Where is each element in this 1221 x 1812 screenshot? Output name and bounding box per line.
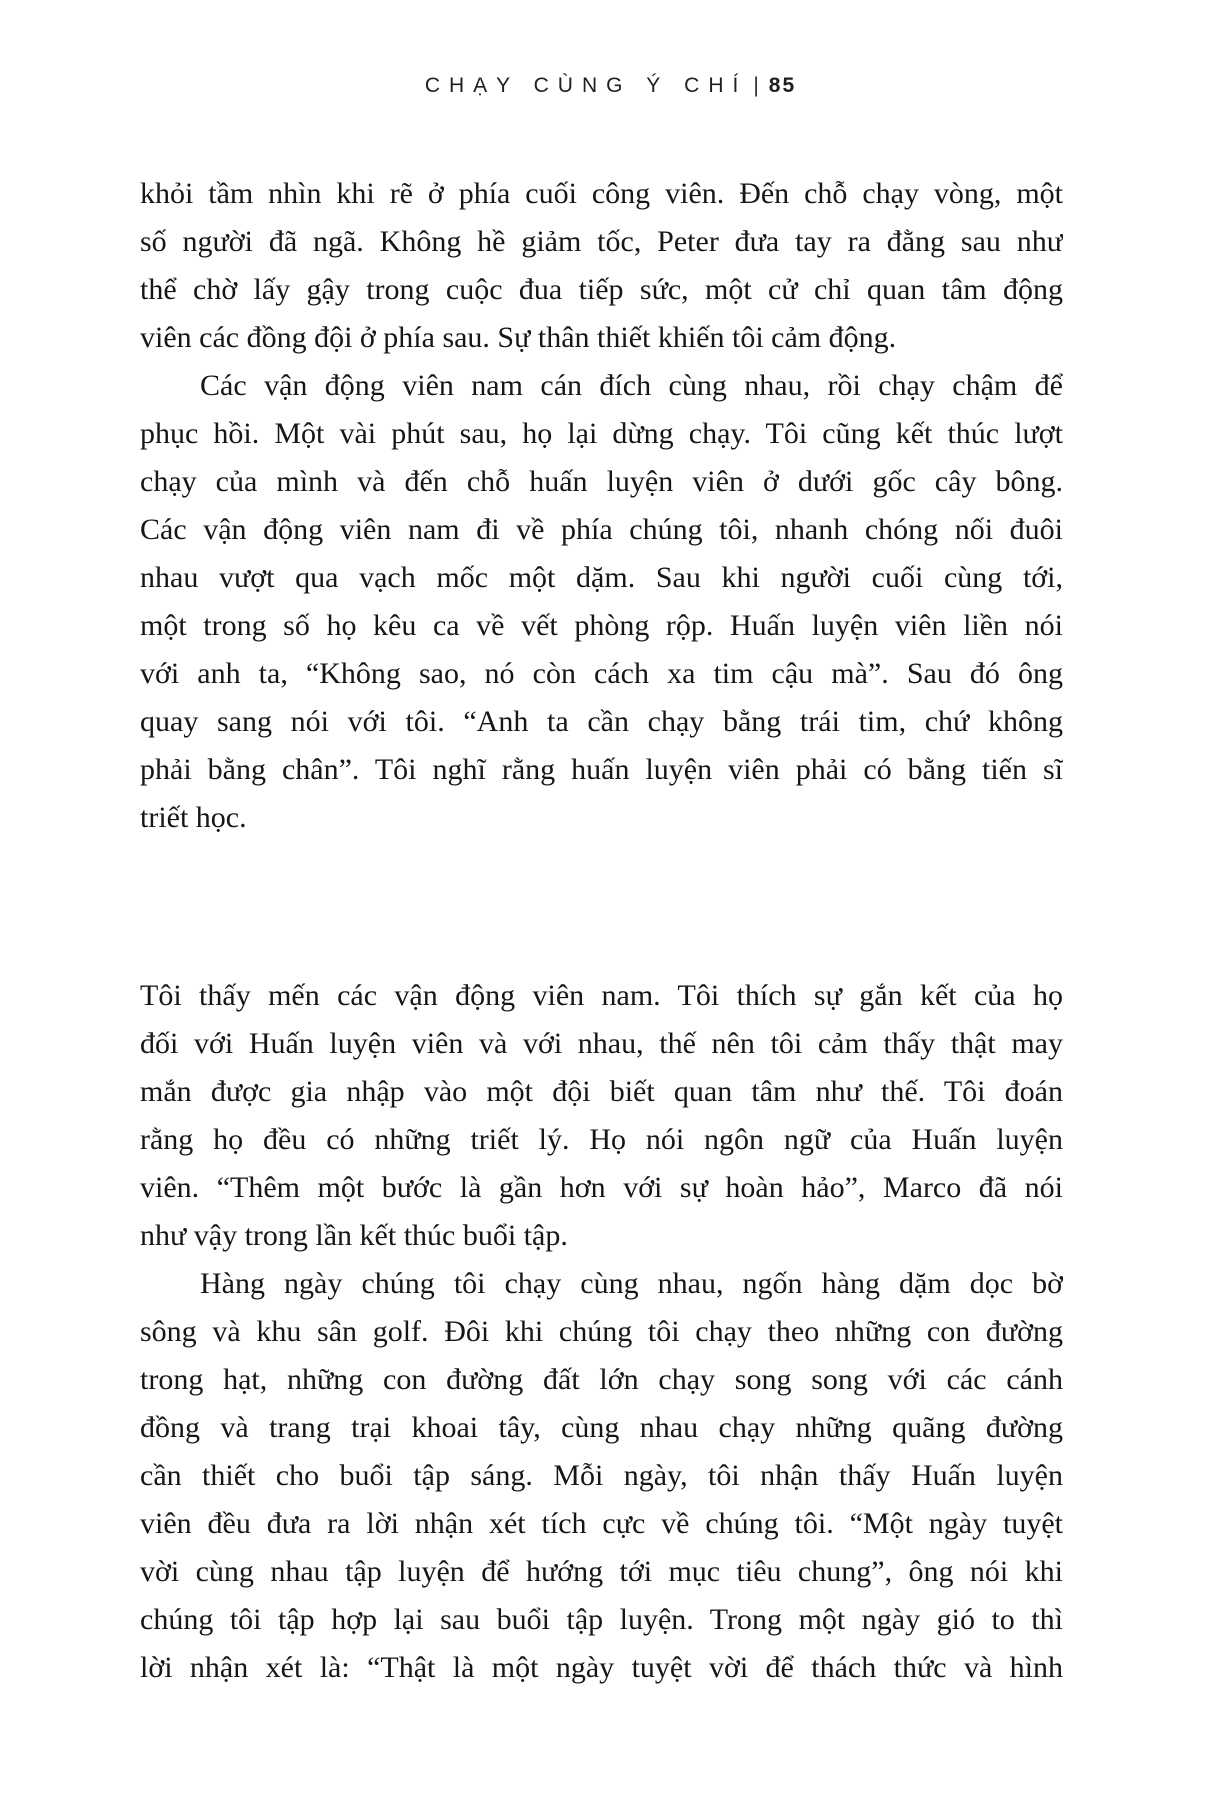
page-number: 85 (768, 74, 797, 97)
paragraph (140, 362, 1063, 842)
text-line: viên đều đưa ra lời nhận xét tích cực về chúng tôi. “Một ngày tuyệt (140, 1507, 1063, 1540)
text-line: phục hồi. Một vài phút sau, họ lại dừng chạy. Tôi cũng kết thúc lượt (140, 417, 1063, 450)
text-line: Các vận động viên nam cán đích cùng nhau, rồi chạy chậm để (200, 369, 1063, 402)
text-line: triết học. (140, 801, 247, 834)
text-line: chúng tôi tập hợp lại sau buổi tập luyện. Trong một ngày gió to thì (140, 1603, 1063, 1636)
text-line: viên. “Thêm một bước là gần hơn với sự hoàn hảo”, Marco đã nói (140, 1171, 1063, 1204)
text-line: cần thiết cho buổi tập sáng. Mỗi ngày, tôi nhận thấy Huấn luyện (140, 1459, 1063, 1492)
running-header (0, 74, 1221, 98)
text-line: mắn được gia nhập vào một đội biết quan tâm như thế. Tôi đoán (140, 1075, 1063, 1108)
text-line: với anh ta, “Không sao, nó còn cách xa tim cậu mà”. Sau đó ông (140, 657, 1063, 690)
text-line: nhau vượt qua vạch mốc một dặm. Sau khi người cuối cùng tới, (140, 561, 1063, 594)
text-line: phải bằng chân”. Tôi nghĩ rằng huấn luyện viên phải có bằng tiến sĩ (140, 753, 1063, 786)
text-line: Hàng ngày chúng tôi chạy cùng nhau, ngốn hàng dặm dọc bờ (200, 1267, 1063, 1300)
paragraph (140, 170, 1063, 362)
text-line: vời cùng nhau tập luyện để hướng tới mục tiêu chung”, ông nói khi (140, 1555, 1063, 1588)
header-separator: | (753, 74, 759, 97)
text-line: số người đã ngã. Không hề giảm tốc, Peter đưa tay ra đằng sau như (140, 225, 1063, 258)
chapter-title: CHẠY CÙNG Ý CHÍ (424, 74, 748, 97)
body-text (140, 170, 1063, 1692)
paragraph (140, 1260, 1063, 1692)
paragraph (140, 972, 1063, 1260)
text-line: đối với Huấn luyện viên và với nhau, thế nên tôi cảm thấy thật may (140, 1027, 1063, 1060)
text-line: sông và khu sân golf. Đôi khi chúng tôi chạy theo những con đường (140, 1315, 1063, 1348)
text-line: một trong số họ kêu ca về vết phòng rộp. Huấn luyện viên liền nói (140, 609, 1063, 642)
text-line: như vậy trong lần kết thúc buổi tập. (140, 1219, 568, 1252)
text-line: lời nhận xét là: “Thật là một ngày tuyệt vời để thách thức và hình (140, 1651, 1063, 1684)
text-line: khỏi tầm nhìn khi rẽ ở phía cuối công viên. Đến chỗ chạy vòng, một (140, 177, 1063, 210)
text-line: viên các đồng đội ở phía sau. Sự thân thiết khiến tôi cảm động. (140, 321, 897, 354)
text-line: trong hạt, những con đường đất lớn chạy song song với các cánh (140, 1363, 1063, 1396)
text-line: đồng và trang trại khoai tây, cùng nhau chạy những quãng đường (140, 1411, 1063, 1444)
text-line: Các vận động viên nam đi về phía chúng tôi, nhanh chóng nối đuôi (140, 513, 1063, 546)
text-line: chạy của mình và đến chỗ huấn luyện viên ở dưới gốc cây bông. (140, 465, 1063, 498)
text-line: rằng họ đều có những triết lý. Họ nói ngôn ngữ của Huấn luyện (140, 1123, 1063, 1156)
text-line: thể chờ lấy gậy trong cuộc đua tiếp sức, một cử chỉ quan tâm động (140, 273, 1063, 306)
text-line: Tôi thấy mến các vận động viên nam. Tôi thích sự gắn kết của họ (140, 979, 1063, 1012)
text-line: quay sang nói với tôi. “Anh ta cần chạy bằng trái tim, chứ không (140, 705, 1063, 738)
